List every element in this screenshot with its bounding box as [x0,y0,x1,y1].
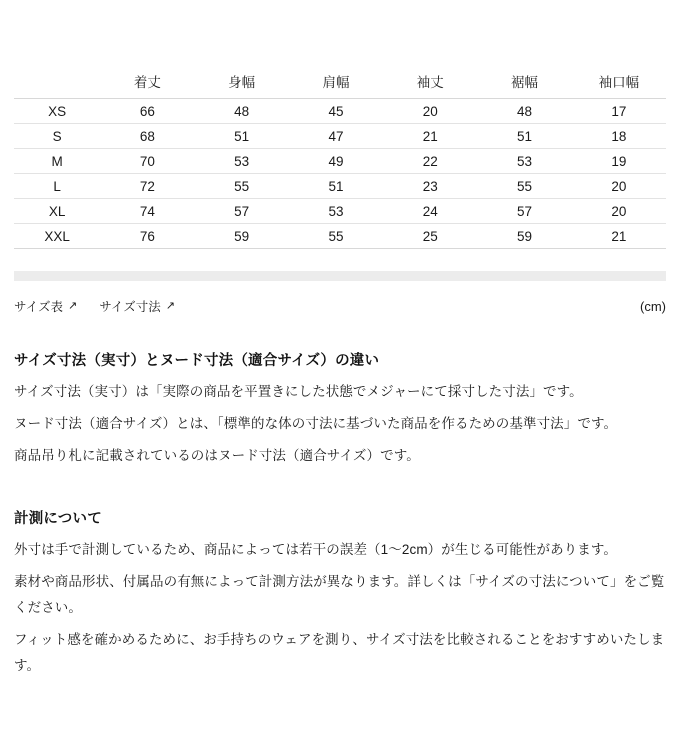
unit-label: (cm) [640,298,666,314]
section-measurement [14,507,666,679]
table-row [14,99,666,124]
paragraph: 外寸は手で計測しているため、商品によっては若干の誤差（1〜2cm）が生じる可能性があります。 [14,542,617,557]
paragraph: サイズ寸法（実寸）は「実際の商品を平置きにした状態でメジャーにて採寸した寸法」です。 [14,384,583,399]
row-label-s: S [14,124,100,149]
cell-l-cuff-width: 20 [572,174,666,199]
cell-l-length: 72 [100,174,194,199]
size-chart-link[interactable] [14,297,77,315]
column-header-shoulder-width: 肩幅 [322,75,350,90]
cell-xl-chest-width: 57 [195,199,289,224]
column-header-size [14,64,100,99]
cell-xs-hem-width: 48 [477,99,571,124]
cell-s-sleeve-length: 21 [383,124,477,149]
section-title: サイズ寸法（実寸）とヌード寸法（適合サイズ）の違い [14,353,380,369]
row-label-xs: XS [14,99,100,124]
cell-xl-cuff-width: 20 [572,199,666,224]
cell-xs-chest-width: 48 [195,99,289,124]
row-label-m: M [14,149,100,174]
cell-m-chest-width: 53 [195,149,289,174]
paragraph: ヌード寸法（適合サイズ）とは、「標準的な体の寸法に基づいた商品を作るための基準寸法」です。 [14,416,618,431]
external-link-arrow-icon: ↗ [68,299,78,312]
cell-l-chest-width: 55 [195,174,289,199]
cell-m-cuff-width: 19 [572,149,666,174]
cell-xl-sleeve-length: 24 [383,199,477,224]
column-header-hem-width: 裾幅 [511,75,539,90]
cell-xxl-shoulder-width: 55 [289,224,383,249]
size-guide-page [0,64,680,744]
cell-s-chest-width: 51 [195,124,289,149]
row-label-l: L [14,174,100,199]
cell-xl-shoulder-width: 53 [289,199,383,224]
size-chart-link-label: サイズ表 [14,300,64,314]
cell-l-sleeve-length: 23 [383,174,477,199]
cell-m-hem-width: 53 [477,149,571,174]
row-label-xxl: XXL [14,224,100,249]
table-row [14,124,666,149]
table-row [14,149,666,174]
cell-xs-cuff-width: 17 [572,99,666,124]
cell-xl-length: 74 [100,199,194,224]
cell-xxl-cuff-width: 21 [572,224,666,249]
section-divider-bar [14,271,666,281]
cell-xs-length: 66 [100,99,194,124]
table-row [14,199,666,224]
column-header-sleeve-length: 袖丈 [416,75,444,90]
cell-s-cuff-width: 18 [572,124,666,149]
paragraph: 商品吊り札に記載されているのはヌード寸法（適合サイズ）です。 [14,448,420,463]
cell-xxl-chest-width: 59 [195,224,289,249]
cell-l-shoulder-width: 51 [289,174,383,199]
cell-xxl-hem-width: 59 [477,224,571,249]
paragraph: 素材や商品形状、付属品の有無によって計測方法が異なります。詳しくは「サイズの寸法について」をご覧ください。 [14,574,665,615]
cell-m-sleeve-length: 22 [383,149,477,174]
size-links-row [14,297,666,315]
cell-m-shoulder-width: 49 [289,149,383,174]
cell-xxl-length: 76 [100,224,194,249]
paragraph: フィット感を確かめるために、お手持ちのウェアを測り、サイズ寸法を比較されることをおすすめいたします。 [14,632,665,673]
size-chart-table [14,64,666,249]
cell-s-shoulder-width: 47 [289,124,383,149]
cell-s-length: 68 [100,124,194,149]
column-header-length: 着丈 [133,75,161,90]
cell-xxl-sleeve-length: 25 [383,224,477,249]
size-chart-header [14,64,666,99]
table-row [14,174,666,199]
cell-l-hem-width: 55 [477,174,571,199]
external-link-arrow-icon: ↗ [165,299,175,312]
section-size-difference [14,349,666,469]
cell-m-length: 70 [100,149,194,174]
section-title: 計測について [14,511,102,527]
cell-xs-shoulder-width: 45 [289,99,383,124]
cell-xl-hem-width: 57 [477,199,571,224]
size-measurement-link-label: サイズ寸法 [99,300,161,314]
cell-xs-sleeve-length: 20 [383,99,477,124]
size-chart-body [14,99,666,249]
column-header-cuff-width: 袖口幅 [598,75,640,90]
cell-s-hem-width: 51 [477,124,571,149]
row-label-xl: XL [14,199,100,224]
column-header-chest-width: 身幅 [228,75,256,90]
size-measurement-link[interactable] [99,297,175,315]
table-header-row [14,64,666,99]
table-row [14,224,666,249]
